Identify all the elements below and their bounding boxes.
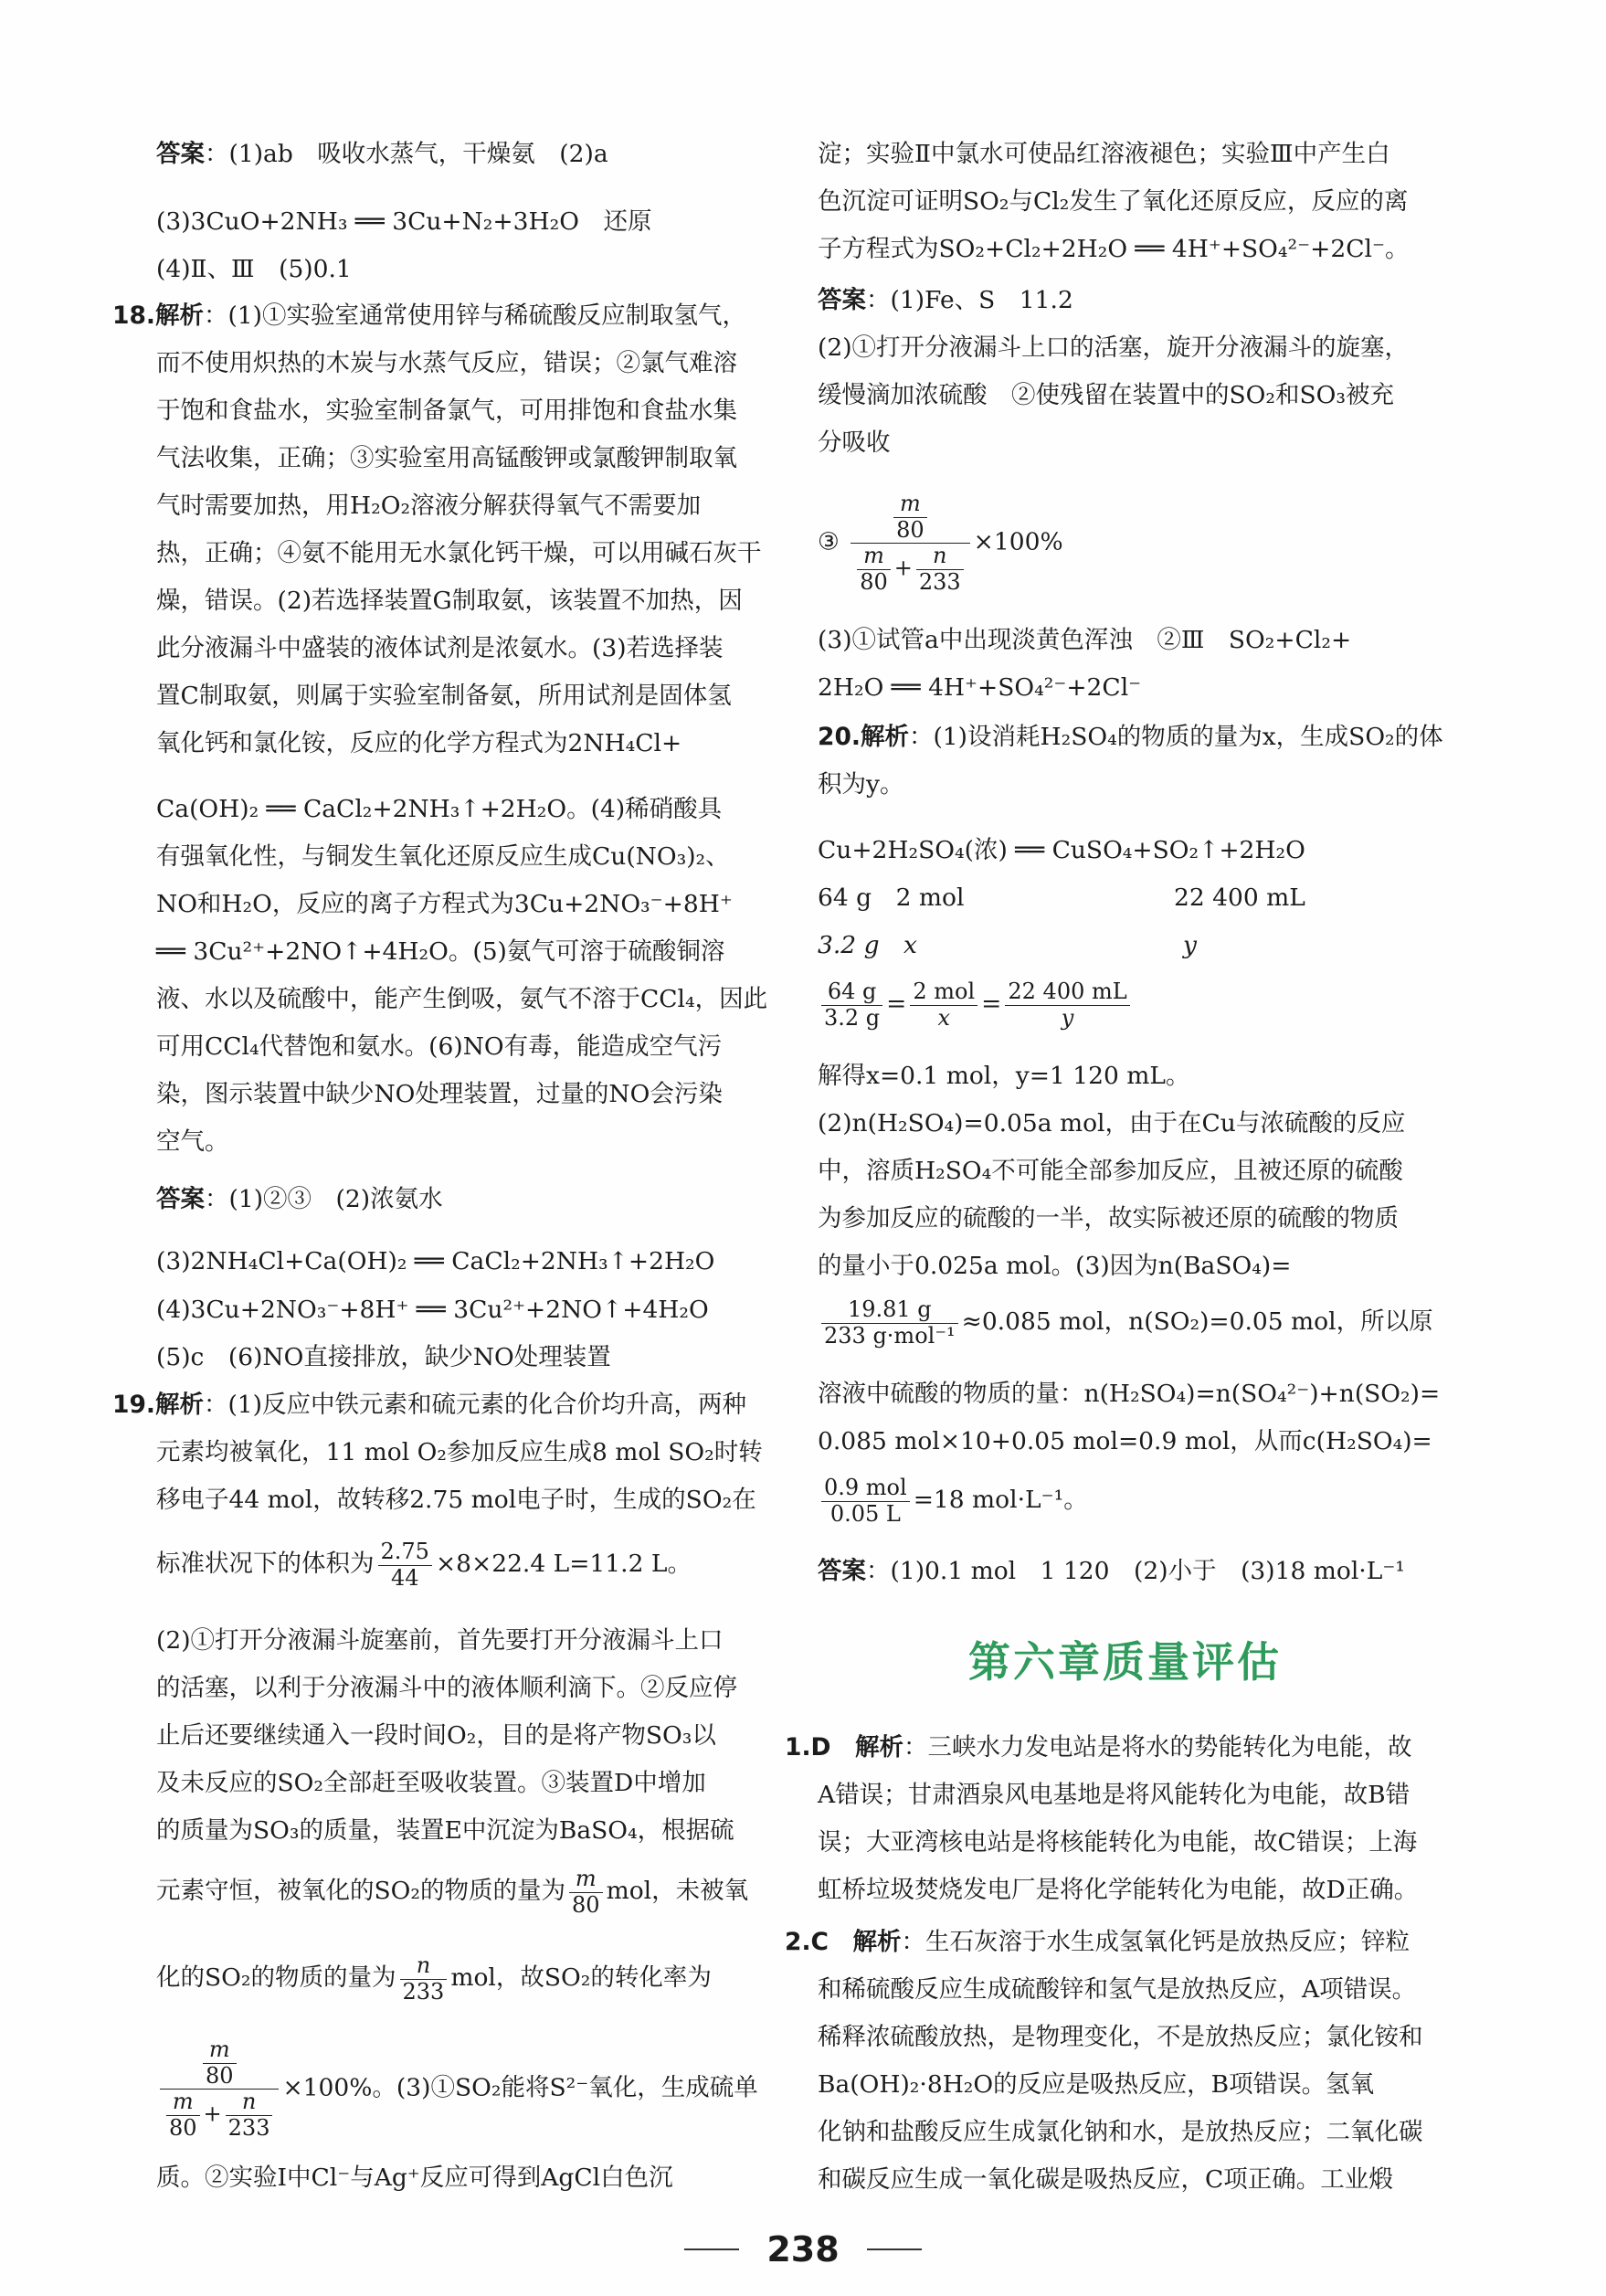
- text: 3.2 g x: [818, 931, 917, 959]
- numerator: m: [857, 544, 891, 570]
- question-number: 18.: [112, 302, 155, 330]
- answer-18-line1: [156, 1185, 443, 1214]
- question-number: 1.D: [785, 1733, 831, 1762]
- p1-line2: A错误；甘肃酒泉风电基地是将风能转化为电能，故B错: [818, 1781, 1411, 1809]
- analysis-text: ：(1)设消耗H₂SO₄的物质的量为x，生成SO₂的体: [908, 723, 1443, 751]
- analysis-text: ：三峡水力发电站是将水的势能转化为电能，故: [903, 1733, 1412, 1762]
- text: 22 400 mL: [1174, 883, 1305, 912]
- denominator: $\frac{m}{80}$ + $\frac{n}{233}$: [160, 2090, 279, 2141]
- q19-line6: 的活塞，以利于分液漏斗中的液体顺利滴下。②反应停: [156, 1674, 737, 1702]
- p1-line4: 虹桥垃圾焚烧发电厂是将化学能转化为电能，故D正确。: [818, 1876, 1419, 1904]
- text: y: [1183, 931, 1197, 959]
- denominator: 44: [390, 1564, 419, 1591]
- q20-line7: [818, 1297, 1433, 1349]
- compound-fraction: [851, 492, 969, 595]
- denominator: 233: [402, 1978, 445, 2005]
- q20-line4: 中，溶质H₂SO₄不可能全部参加反应，且被还原的硫酸: [818, 1157, 1403, 1185]
- fraction: [166, 2090, 200, 2141]
- denominator: 233: [918, 568, 961, 595]
- q19-cont-line2: 色沉淀可证明SO₂与Cl₂发生了氧化还原反应，反应的离: [818, 187, 1409, 216]
- numerator: 64 g: [821, 979, 882, 1006]
- numerator: 0.9 mol: [821, 1476, 910, 1502]
- answer-19-line7: 2H₂O ══ 4H⁺+SO₄²⁻+2Cl⁻: [818, 673, 1142, 702]
- fraction: [821, 979, 882, 1031]
- denominator: 80: [572, 1891, 600, 1918]
- q20-line3: (2)n(H₂SO₄)=0.05a mol，由于在Cu与浓硫酸的反应: [818, 1109, 1406, 1137]
- denominator: x: [937, 1004, 951, 1031]
- q20-equation: Cu+2H₂SO₄(浓) ══ CuSO₄+SO₂↑+2H₂O: [818, 836, 1305, 864]
- analysis-text: ：生石灰溶于水生成氢氧化钙是放热反应；锌粒: [901, 1928, 1410, 1956]
- question-number: 20.: [818, 723, 861, 751]
- q19-line12: [156, 2037, 758, 2141]
- denominator: 80: [896, 516, 925, 543]
- q20-stoich-row1: [818, 883, 1305, 913]
- p2-line6: 和碳反应生成一氧化碳是吸热反应，C项正确。工业煅: [818, 2165, 1393, 2194]
- q20-line6: 的量小于0.025a mol。(3)因为n(BaSO₄)=: [818, 1252, 1292, 1280]
- q18-line13: NO和H₂O，反应的离子方程式为3Cu+2NO₃⁻+8H⁺: [156, 890, 733, 918]
- q19-line7: 止后还要继续通入一段时间O₂，目的是将产物SO₃以: [156, 1721, 716, 1750]
- denominator: 233 g·mol⁻¹: [824, 1322, 956, 1349]
- answer-18-line2: (3)2NH₄Cl+Ca(OH)₂ ══ CaCl₂+2NH₃↑+2H₂O: [156, 1247, 715, 1275]
- text: ×100%: [973, 527, 1063, 556]
- q19-line2: 元素均被氧化，11 mol O₂参加反应生成8 mol SO₂时转: [156, 1438, 763, 1466]
- text: 64 g 2 mol: [818, 883, 965, 912]
- answer-20: [818, 1557, 1405, 1586]
- fraction: [203, 2037, 237, 2089]
- fraction: [910, 979, 977, 1031]
- q19-cont-line1: 淀；实验Ⅱ中氯水可使品红溶液褪色；实验Ⅲ中产生白: [818, 140, 1390, 168]
- numerator: 2.75: [378, 1539, 432, 1566]
- text: 元素守恒，被氧化的SO₂的物质的量为: [156, 1877, 566, 1906]
- answer-text: ：(1)②③ (2)浓氨水: [205, 1185, 443, 1213]
- q20-line8: 溶液中硫酸的物质的量：n(H₂SO₄)=n(SO₄²⁻)+n(SO₂)=: [818, 1380, 1441, 1408]
- page-footer: [0, 2229, 1606, 2270]
- answer-19-line6: (3)①试管a中出现淡黄色浑浊 ②Ⅲ SO₂+Cl₂+: [818, 626, 1352, 654]
- denominator: y: [1061, 1004, 1074, 1031]
- denominator: 233: [227, 2114, 270, 2141]
- answer-label: 答案: [818, 286, 866, 314]
- numerator: m: [893, 492, 927, 518]
- q18-line8: 此分液漏斗中盛装的液体试剂是浓氨水。(3)若选择装: [156, 634, 724, 662]
- p2-line1: [785, 1928, 1410, 1957]
- q18-line6: 热，正确；④氨不能用无水氯化钙干燥，可以用碱石灰干: [156, 539, 762, 567]
- text: ×100%。(3)①SO₂能将S²⁻氧化，生成硫单: [282, 2073, 758, 2102]
- fraction: [400, 1953, 448, 2005]
- q19-line11: [156, 1953, 712, 2005]
- p1-line3: 误；大亚湾核电站是将核能转化为电能，故C错误；上海: [818, 1828, 1418, 1857]
- numerator: m: [569, 1867, 603, 1893]
- answer-19-line1: [818, 286, 1073, 315]
- denominator: 80: [205, 2062, 234, 2089]
- q18-line16: 可用CCl₄代替饱和氨水。(6)NO有毒，能造成空气污: [156, 1032, 723, 1061]
- numerator: m: [203, 2037, 237, 2064]
- text: mol，故SO₂的转化率为: [450, 1963, 712, 1993]
- analysis-label: 解析: [154, 302, 204, 330]
- answer-17-line1: [156, 140, 608, 169]
- q18-line11: Ca(OH)₂ ══ CaCl₂+2NH₃↑+2H₂O。(4)稀硝酸具: [156, 795, 723, 823]
- p2-line3: 稀释浓硫酸放热，是物理变化，不是放热反应；氯化铵和: [818, 2023, 1423, 2051]
- q18-line7: 燥，错误。(2)若选择装置G制取氨，该装置不加热，因: [156, 587, 743, 615]
- numerator: n: [226, 2090, 273, 2116]
- q18-line17: 染，图示装置中缺少NO处理装置，过量的NO会污染: [156, 1080, 723, 1108]
- q19-line3: 移电子44 mol，故转移2.75 mol电子时，生成的SO₂在: [156, 1486, 756, 1514]
- q20-line9: 0.085 mol×10+0.05 mol=0.9 mol，从而c(H₂SO₄)=: [818, 1427, 1432, 1455]
- fraction: [1005, 979, 1129, 1031]
- p1-line1: [785, 1733, 1412, 1762]
- answer-label: 答案: [818, 1557, 866, 1585]
- analysis-label: 解析: [852, 1928, 902, 1956]
- text: 化的SO₂的物质的量为: [156, 1963, 396, 1993]
- q18-line10: 氧化钙和氯化铵，反应的化学方程式为2NH₄Cl+: [156, 729, 682, 757]
- q19-line1: [112, 1391, 746, 1420]
- fraction: [569, 1867, 603, 1918]
- q19-line10: [156, 1867, 748, 1918]
- q18-line9: 置C制取氨，则属于实验室制备氨，所用试剂是固体氢: [156, 682, 732, 710]
- analysis-label: 解析: [855, 1733, 904, 1762]
- p2-line4: Ba(OH)₂·8H₂O的反应是吸热反应，B项错误。氢氧: [818, 2070, 1375, 2099]
- answer-text: ：(1)Fe、S 11.2: [866, 286, 1073, 314]
- q18-line15: 液、水以及硫酸中，能产生倒吸，氨气不溶于CCl₄，因此: [156, 985, 768, 1013]
- analysis-label: 解析: [154, 1391, 204, 1419]
- text: 标准状况下的体积为: [156, 1550, 375, 1579]
- footer-dash-right: [867, 2248, 922, 2250]
- answer-label: 答案: [156, 140, 205, 168]
- q19-line5: (2)①打开分液漏斗旋塞前，首先要打开分液漏斗上口: [156, 1626, 724, 1655]
- fraction: [378, 1539, 432, 1591]
- text: =18 mol·L⁻¹。: [913, 1486, 1088, 1515]
- numerator: n: [916, 544, 964, 570]
- fraction: [916, 544, 964, 595]
- q18-line14: ══ 3Cu²⁺+2NO↑+4H₂O。(5)氨气可溶于硫酸铜溶: [156, 937, 725, 966]
- answer-19-line4: 分吸收: [818, 429, 891, 457]
- p2-line5: 化钠和盐酸反应生成氯化钠和水，是放热反应；二氧化碳: [818, 2118, 1423, 2146]
- answer-text: ：(1)ab 吸收水蒸气，干燥氨 (2)a: [205, 140, 608, 168]
- section-title: 第六章质量评估: [968, 1637, 1282, 1687]
- text: ③: [818, 527, 840, 556]
- q18-line18: 空气。: [156, 1127, 229, 1156]
- answer-17-line3: (4)Ⅱ、Ⅲ (5)0.1: [156, 255, 352, 283]
- compound-fraction: [160, 2037, 279, 2141]
- q20-solution: 解得x=0.1 mol，y=1 120 mL。: [818, 1062, 1190, 1090]
- answer-19-line2: (2)①打开分液漏斗上口的活塞，旋开分液漏斗的旋塞，: [818, 333, 1410, 362]
- q20-stoich-row2: [818, 931, 1197, 960]
- fraction: [857, 544, 891, 595]
- answer-18-line3: (4)3Cu+2NO₃⁻+8H⁺ ══ 3Cu²⁺+2NO↑+4H₂O: [156, 1296, 709, 1324]
- q19-line8: 及未反应的SO₂全部赶至吸收装置。③装置D中增加: [156, 1769, 706, 1797]
- analysis-text: ：(1)反应中铁元素和硫元素的化合价均升高，两种: [203, 1391, 746, 1419]
- q20-line2: 积为y。: [818, 770, 904, 799]
- fraction: [821, 1297, 958, 1349]
- q18-line2: 而不使用炽热的木炭与水蒸气反应，错误；②氯气难溶: [156, 349, 737, 377]
- numerator: m: [166, 2090, 200, 2116]
- answer-18-line4: (5)c (6)NO直接排放，缺少NO处理装置: [156, 1343, 611, 1371]
- text: mol，未被氧: [606, 1877, 749, 1906]
- analysis-text: ：(1)①实验室通常使用锌与稀硫酸反应制取氢气，: [203, 302, 746, 330]
- numerator: n: [400, 1953, 448, 1980]
- numerator: 22 400 mL: [1005, 979, 1129, 1006]
- q19-cont-line3: 子方程式为SO₂+Cl₂+2H₂O ══ 4H⁺+SO₄²⁻+2Cl⁻。: [818, 235, 1410, 263]
- denominator: 0.05 L: [829, 1500, 901, 1527]
- q19-line4: [156, 1539, 692, 1591]
- answer-text: ：(1)0.1 mol 1 120 (2)小于 (3)18 mol·L⁻¹: [866, 1557, 1405, 1585]
- q20-ratio: $\frac{64 g}{3.2 g}$ = $\frac{\text{2 mol}}{x}$ = $\frac{22 400 mL}{y}$: [818, 979, 1134, 1031]
- q18-line4: 气法收集，正确；③实验室用高锰酸钾或氯酸钾制取氧: [156, 444, 737, 472]
- q18-line3: 于饱和食盐水，实验室制备氯气，可用排饱和食盐水集: [156, 397, 737, 425]
- denominator: $\frac{m}{80}$ + $\frac{n}{233}$: [851, 544, 969, 595]
- question-number: 2.C: [785, 1928, 829, 1956]
- q20-line5: 为参加反应的硫酸的一半，故实际被还原的硫酸的物质: [818, 1204, 1399, 1233]
- fraction: [821, 1476, 910, 1527]
- fraction: [893, 492, 927, 543]
- denominator: 80: [169, 2114, 197, 2141]
- q19-line9: 的质量为SO₃的质量，装置E中沉淀为BaSO₄，根据硫: [156, 1816, 734, 1845]
- numerator: 19.81 g: [821, 1297, 958, 1324]
- q18-line1: [112, 302, 746, 331]
- denominator: 80: [860, 568, 888, 595]
- q19-line13: 质。②实验Ⅰ中Cl⁻与Ag⁺反应可得到AgCl白色沉: [156, 2164, 673, 2192]
- answer-17-line2: (3)3CuO+2NH₃ ══ 3Cu+N₂+3H₂O 还原: [156, 207, 652, 236]
- q18-line5: 气时需要加热，用H₂O₂溶液分解获得氧气不需要加: [156, 492, 702, 520]
- footer-dash-left: [684, 2248, 739, 2250]
- question-number: 19.: [112, 1391, 155, 1419]
- denominator: 3.2 g: [824, 1004, 881, 1031]
- numerator: 2 mol: [910, 979, 977, 1006]
- numerator: [851, 492, 969, 544]
- text: ≈0.085 mol，n(SO₂)=0.05 mol，所以原: [961, 1307, 1433, 1337]
- numerator: [160, 2037, 279, 2090]
- q18-line12: 有强氧化性，与铜发生氧化还原反应生成Cu(NO₃)₂、: [156, 842, 730, 871]
- q20-line10: [818, 1476, 1088, 1527]
- answer-label: 答案: [156, 1185, 205, 1213]
- p2-line2: 和稀硫酸反应生成硫酸锌和氢气是放热反应，A项错误。: [818, 1975, 1417, 2004]
- answer-19-line3: 缓慢滴加浓硫酸 ②使残留在装置中的SO₂和SO₃被充: [818, 381, 1395, 409]
- answer-19-line5: [818, 492, 1063, 595]
- fraction: [226, 2090, 273, 2141]
- analysis-label: 解析: [860, 723, 909, 751]
- page-number: 238: [766, 2229, 840, 2270]
- q20-line1: [818, 723, 1443, 752]
- text: ×8×22.4 L=11.2 L。: [435, 1550, 692, 1579]
